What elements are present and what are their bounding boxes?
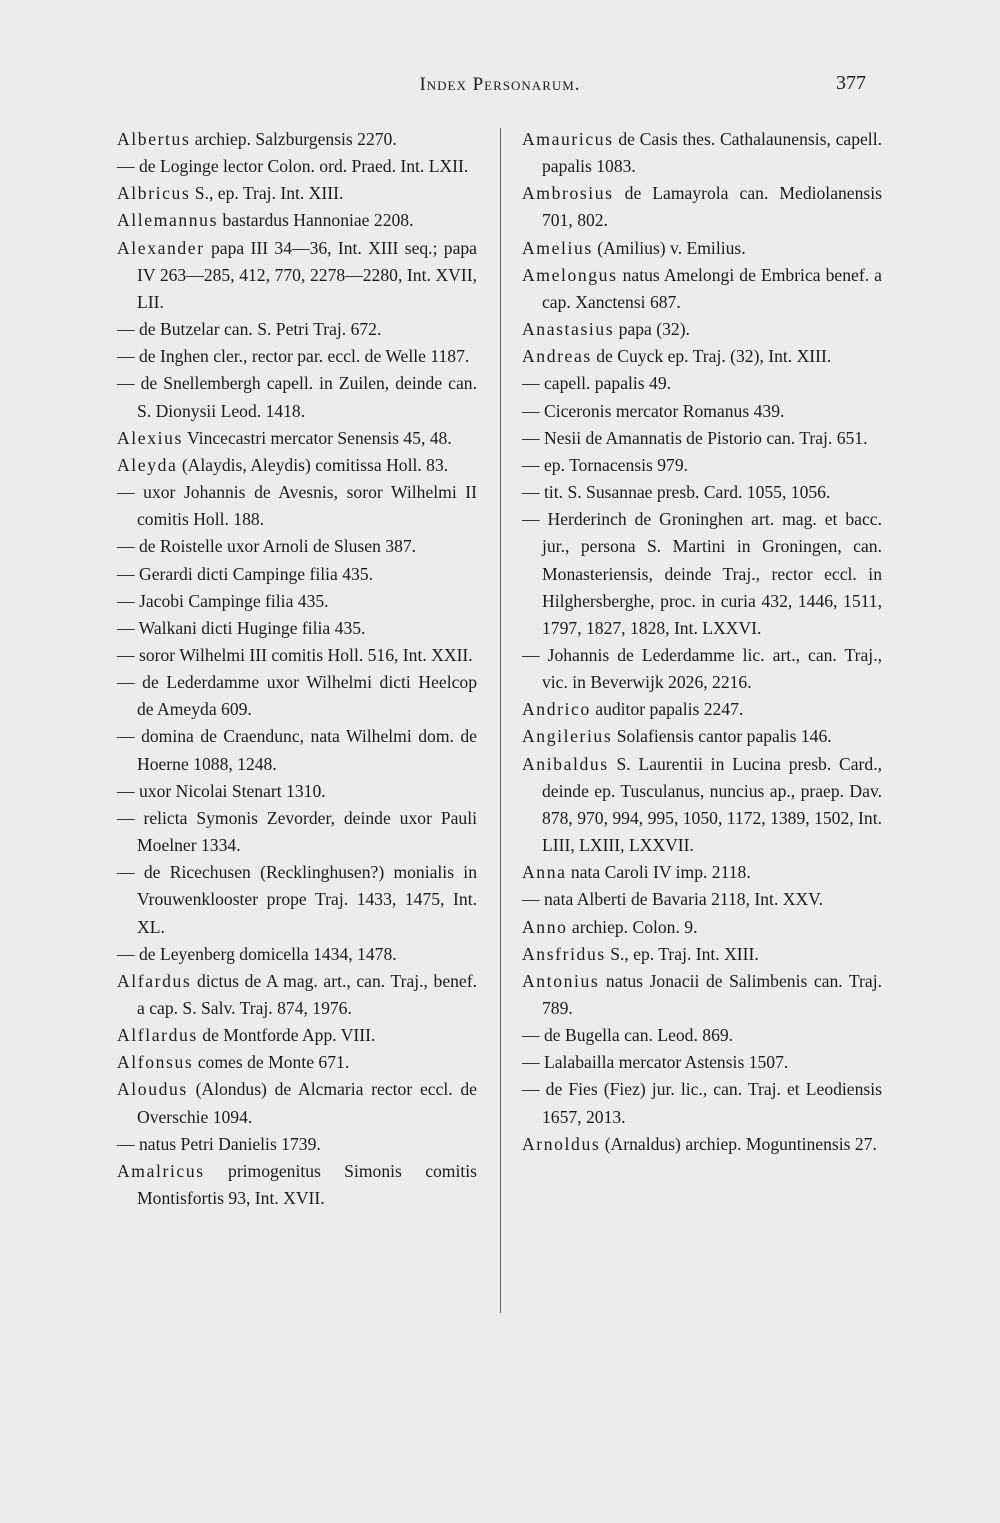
- index-entry: [117, 669, 477, 723]
- index-entry: [117, 126, 477, 153]
- index-entry-text: natus Amelongi de Embrica benef. a cap. Xanctensi 687.: [542, 264, 882, 312]
- index-entry-text: (Arnaldus) archiep. Moguntinensis 27.: [604, 1133, 877, 1154]
- index-entry: [522, 751, 882, 860]
- index-entry-text: (Alondus) de Alcmaria rector eccl. de Overschie 1094.: [137, 1079, 477, 1127]
- index-entry: [117, 479, 477, 533]
- index-entry-text: S., ep. Traj. Int. XIII.: [194, 183, 344, 204]
- index-entry-headword: Alexius: [117, 427, 183, 448]
- index-entry-text: — Jacobi Campinge filia 435.: [117, 590, 329, 611]
- index-entry: [522, 723, 882, 750]
- index-entry-text: — de Roistelle uxor Arnoli de Slusen 387.: [117, 536, 417, 557]
- index-entry: [117, 452, 477, 479]
- index-entry-headword: Andreas: [522, 346, 592, 367]
- index-entry-text: — uxor Nicolai Stenart 1310.: [117, 780, 326, 801]
- index-entry: [117, 425, 477, 452]
- index-entry-text: primogenitus Simonis comitis Montisfortis 93, Int. XVII.: [137, 1160, 477, 1209]
- index-entry-text: de Montforde App. VIII.: [202, 1025, 376, 1046]
- index-entry: [522, 398, 882, 425]
- index-entry-text: bastardus Hannoniae 2208.: [222, 210, 414, 231]
- index-entry: [117, 588, 477, 615]
- page-number: 377: [836, 72, 866, 94]
- index-entry: [522, 479, 882, 506]
- index-entry-headword: Amauricus: [522, 129, 614, 149]
- index-entry: [117, 561, 477, 588]
- index-entry-text: nata Caroli IV imp. 2118.: [570, 862, 751, 883]
- index-entry-text: natus Jonacii de Salimbenis can. Traj. 789.: [542, 970, 882, 1018]
- index-entry-headword: Angilerius: [522, 726, 613, 747]
- index-entry: [117, 533, 477, 560]
- index-entry: [117, 370, 477, 424]
- left-column: [117, 126, 477, 1212]
- index-entry-text: Solafiensis cantor papalis 146.: [616, 726, 832, 747]
- index-entry-headword: Andrico: [522, 699, 591, 720]
- index-entry-text: — de Loginge lector Colon. ord. Praed. Int. LXII.: [117, 156, 469, 177]
- index-entry: [117, 1076, 477, 1130]
- index-entry-text: — Gerardi dicti Campinge filia 435.: [117, 563, 374, 584]
- index-entry: [117, 180, 477, 207]
- index-entry-headword: Alexander: [117, 237, 205, 258]
- index-entry-text: — Herderinch de Groninghen art. mag. et bacc. jur., persona S. Martini in Groningen, can. Monasteriensis, deinde Traj., rector eccl. in Hilghersberghe, proc. in curia 432, 1446, 1511, 1797, 1827, 1828, Int. LXXVI.: [522, 509, 882, 638]
- index-entry-headword: Anno: [522, 916, 568, 937]
- index-entry-text: — capell. papalis 49.: [522, 373, 672, 394]
- index-entry-text: dictus de A mag. art., can. Traj., benef. a cap. S. Salv. Traj. 874, 1976.: [137, 970, 477, 1018]
- index-entry-text: papa (32).: [618, 319, 690, 340]
- index-entry: [522, 316, 882, 343]
- index-entry: [522, 1049, 882, 1076]
- index-entry-text: — Nesii de Amannatis de Pistorio can. Traj. 651.: [522, 427, 868, 448]
- index-entry-text: Vincecastri mercator Senensis 45, 48.: [187, 427, 452, 448]
- index-entry: [522, 180, 882, 234]
- index-entry-headword: Antonius: [522, 970, 600, 991]
- index-entry-text: papa III 34—36, Int. XIII seq.; papa IV 263—285, 412, 770, 2278—2280, Int. XVII, LII.: [137, 237, 477, 312]
- index-entry-text: — de Bugella can. Leod. 869.: [522, 1025, 734, 1046]
- index-entry-headword: Arnoldus: [522, 1133, 601, 1154]
- index-entry: [522, 968, 882, 1022]
- index-entry: [522, 262, 882, 316]
- index-entry: [117, 207, 477, 234]
- index-entry-text: S., ep. Traj. Int. XIII.: [610, 943, 759, 964]
- index-entry-text: (Amilius) v. Emilius.: [597, 237, 746, 258]
- index-entry-headword: Anna: [522, 862, 567, 883]
- index-entry-text: — de Leyenberg domicella 1434, 1478.: [117, 943, 397, 964]
- right-column: [522, 126, 882, 1158]
- index-entry-headword: Aleyda: [117, 454, 178, 475]
- index-entry-text: de Casis thes. Cathalaunensis, capell. papalis 1083.: [542, 129, 882, 177]
- index-entry: [117, 343, 477, 370]
- index-entry: [117, 1131, 477, 1158]
- index-entry: [522, 235, 882, 262]
- index-entry: [117, 1049, 477, 1076]
- index-entry-text: de Lamayrola can. Mediolanensis 701, 802.: [542, 183, 882, 231]
- index-entry: [117, 235, 477, 316]
- index-entry-text: — de Inghen cler., rector par. eccl. de Welle 1187.: [117, 346, 470, 367]
- index-entry: [117, 723, 477, 777]
- index-entry: [522, 452, 882, 479]
- index-entry-text: — ep. Tornacensis 979.: [522, 454, 689, 475]
- index-entry: [522, 914, 882, 941]
- index-entry: [522, 1022, 882, 1049]
- index-entry: [117, 615, 477, 642]
- index-entry-text: (Alaydis, Aleydis) comitissa Holl. 83.: [181, 454, 449, 475]
- index-entry-headword: Anibaldus: [522, 753, 609, 774]
- index-entry-headword: Albertus: [117, 129, 191, 149]
- index-entry: [117, 859, 477, 940]
- index-entry: [522, 696, 882, 723]
- index-entry: [117, 941, 477, 968]
- index-entry-text: — natus Petri Danielis 1739.: [117, 1133, 321, 1154]
- column-divider: [500, 128, 501, 1313]
- index-entry-text: — de Butzelar can. S. Petri Traj. 672.: [117, 319, 382, 340]
- index-entry-text: — Lalabailla mercator Astensis 1507.: [522, 1052, 789, 1073]
- index-entry-text: comes de Monte 671.: [197, 1052, 350, 1073]
- index-entry: [117, 1158, 477, 1212]
- index-entry-headword: Alfonsus: [117, 1052, 194, 1073]
- index-entry: [117, 968, 477, 1022]
- index-entry-text: — de Lederdamme uxor Wilhelmi dicti Heelcop de Ameyda 609.: [117, 672, 477, 720]
- index-entry-headword: Ansfridus: [522, 943, 606, 964]
- index-entry-text: — relicta Symonis Zevorder, deinde uxor Pauli Moelner 1334.: [117, 807, 477, 856]
- index-entry-headword: Aloudus: [117, 1079, 188, 1100]
- index-entry: [117, 1022, 477, 1049]
- index-entry-text: archiep. Salzburgensis 2270.: [194, 129, 397, 149]
- index-entry-text: — Ciceronis mercator Romanus 439.: [522, 400, 785, 421]
- index-entry: [117, 642, 477, 669]
- index-entry-headword: Anastasius: [522, 319, 615, 340]
- index-entry-headword: Albricus: [117, 183, 191, 204]
- index-entry: [522, 642, 882, 696]
- index-entry-headword: Alflardus: [117, 1025, 198, 1046]
- index-entry-headword: Amelongus: [522, 264, 618, 285]
- index-entry-text: — de Fies (Fiez) jur. lic., can. Traj. et Leodiensis 1657, 2013.: [522, 1079, 882, 1127]
- index-entry: [117, 316, 477, 343]
- index-entry: [117, 778, 477, 805]
- index-entry: [522, 126, 882, 180]
- index-entry-text: — domina de Craendunc, nata Wilhelmi dom. de Hoerne 1088, 1248.: [117, 726, 477, 774]
- index-entry: [522, 1076, 882, 1130]
- index-entry: [522, 859, 882, 886]
- index-entry-headword: Ambrosius: [522, 183, 614, 204]
- index-entry-text: — tit. S. Susannae presb. Card. 1055, 1056.: [522, 482, 831, 503]
- index-entry: [117, 805, 477, 859]
- index-entry: [117, 153, 477, 180]
- index-entry-text: — soror Wilhelmi III comitis Holl. 516, Int. XXII.: [117, 644, 473, 665]
- index-entry-text: — Walkani dicti Huginge filia 435.: [117, 617, 366, 638]
- index-entry: [522, 1131, 882, 1158]
- index-entry: [522, 886, 882, 913]
- index-entry-text: de Cuyck ep. Traj. (32), Int. XIII.: [596, 346, 832, 367]
- index-entry-headword: Amelius: [522, 237, 593, 258]
- index-entry-headword: Allemannus: [117, 210, 219, 231]
- index-entry: [522, 941, 882, 968]
- index-entry-text: — de Ricechusen (Recklinghusen?) monialis in Vrouwenklooster prope Traj. 1433, 1475, Int. XL.: [117, 862, 477, 937]
- index-entry-headword: Alfardus: [117, 970, 192, 991]
- index-entry-text: auditor papalis 2247.: [595, 699, 744, 720]
- index-entry-text: — uxor Johannis de Avesnis, soror Wilhelmi II comitis Holl. 188.: [117, 482, 477, 530]
- index-entry: [522, 370, 882, 397]
- index-entry-text: — de Snellembergh capell. in Zuilen, deinde can. S. Dionysii Leod. 1418.: [117, 373, 477, 421]
- index-entry: [522, 343, 882, 370]
- index-entry-text: S. Laurentii in Lucina presb. Card., deinde ep. Tusculanus, nuncius ap., praep. Dav. 878, 970, 994, 995, 1050, 1172, 1389, 1502, Int. LIII, LXIII, LXXVII.: [542, 753, 882, 856]
- index-entry-text: archiep. Colon. 9.: [571, 916, 698, 937]
- running-header-title: Index Personarum.: [419, 74, 581, 95]
- index-entry-headword: Amalricus: [117, 1160, 205, 1181]
- index-entry-text: — nata Alberti de Bavaria 2118, Int. XXV.: [522, 889, 823, 910]
- index-entry: [522, 506, 882, 642]
- index-entry: [522, 425, 882, 452]
- index-entry-text: — Johannis de Lederdamme lic. art., can. Traj., vic. in Beverwijk 2026, 2216.: [522, 644, 882, 693]
